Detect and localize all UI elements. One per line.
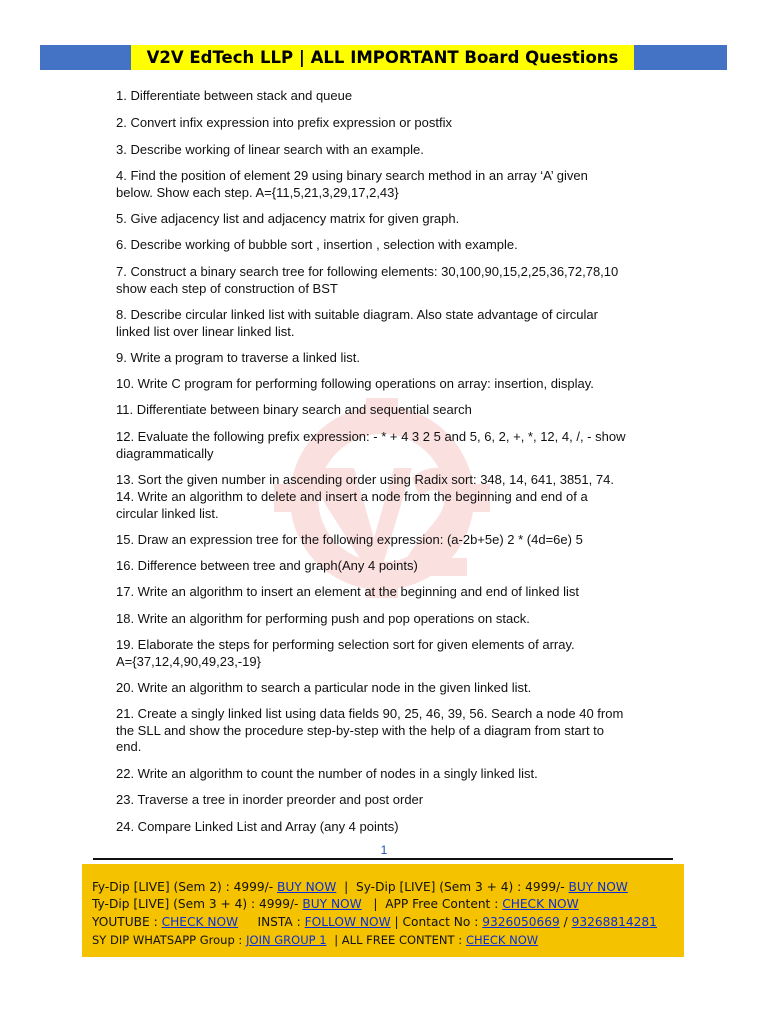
list-item: 3. Describe working of linear search with an example. [116,142,424,157]
footer-line-social [92,914,657,931]
list-item: 8. Describe circular linked list with suitable diagram. Also state advantage of circular linked list over linear linked list. [116,307,598,339]
insta-label: INSTA : [257,915,301,929]
list-item: 6. Describe working of bubble sort , insertion , selection with example. [116,237,518,252]
whatsapp-label: SY DIP WHATSAPP Group : [92,933,243,947]
list-item: 11. Differentiate between binary search and sequential search [116,402,472,417]
sy-dip-buy-link[interactable]: BUY NOW [568,880,628,894]
footer-line-whatsapp [92,932,538,949]
youtube-link[interactable]: CHECK NOW [161,915,239,929]
separator: | [344,880,349,894]
phone-link-2[interactable]: 93268814281 [571,915,657,929]
list-item: 23. Traverse a tree in inorder preorder and post order [116,792,424,807]
list-item: 18. Write an algorithm for performing push and pop operations on stack. [116,611,530,626]
list-item: 10. Write C program for performing following operations on array: insertion, display. [116,376,594,391]
list-item: 12. Evaluate the following prefix expression: - * + 4 3 2 5 and 5, 6, 2, +, *, 12, 4, /, - show diagrammatically [116,429,626,461]
list-item: 20. Write an algorithm to search a particular node in the given linked list. [116,680,532,695]
all-free-content-label: | ALL FREE CONTENT : [334,933,463,947]
list-item: 5. Give adjacency list and adjacency matrix for given graph. [116,211,460,226]
footer-divider [93,858,673,860]
list-item: 7. Construct a binary search tree for following elements: 30,100,90,15,2,25,36,72,78,10 show each step of construction of BST [116,264,619,296]
list-item: 24. Compare Linked List and Array (any 4 points) [116,819,399,834]
page-number: 1 [380,843,388,857]
insta-link[interactable]: FOLLOW NOW [304,915,391,929]
fy-dip-label: Fy-Dip [LIVE] (Sem 2) : 4999/- [92,880,274,894]
list-item: 21. Create a singly linked list using data fields 90, 25, 46, 39, 56. Search a node 40 from the SLL and show the procedure step-by-step with the help of a diagram from start to end. [116,706,624,754]
contact-label: | Contact No : [394,915,479,929]
page-title: V2V EdTech LLP | ALL IMPORTANT Board Questions [131,45,634,70]
list-item: 14. Write an algorithm to delete and insert a node from the beginning and end of a circular linked list. [116,489,588,521]
app-content-label: APP Free Content : [385,897,499,911]
ty-dip-buy-link[interactable]: BUY NOW [302,897,362,911]
whatsapp-join-link[interactable]: JOIN GROUP 1 [246,933,327,947]
phone-separator: / [563,915,568,929]
promo-footer [82,864,684,957]
list-item: 13. Sort the given number in ascending order using Radix sort: 348, 14, 641, 3851, 74. [116,472,614,487]
list-item: 16. Difference between tree and graph(Any 4 points) [116,558,418,573]
footer-line-ty-dip [92,896,579,913]
list-item: 9. Write a program to traverse a linked list. [116,350,360,365]
list-item: 22. Write an algorithm to count the number of nodes in a singly linked list. [116,766,538,781]
list-item: 1. Differentiate between stack and queue [116,88,353,103]
list-item: 19. Elaborate the steps for performing selection sort for given elements of array. A={37,12,4,90,49,23,-19} [116,637,575,669]
separator: | [373,897,378,911]
all-free-content-link[interactable]: CHECK NOW [465,933,539,947]
app-content-link[interactable]: CHECK NOW [502,897,579,911]
list-item: 4. Find the position of element 29 using binary search method in an array ‘A’ given below. Show each step. A={11,5,21,3,29,17,2,43} [116,168,588,200]
list-item: 2. Convert infix expression into prefix expression or postfix [116,115,452,130]
sy-dip-label: Sy-Dip [LIVE] (Sem 3 + 4) : 4999/- [355,880,565,894]
phone-link-1[interactable]: 9326050669 [482,915,560,929]
list-item: 17. Write an algorithm to insert an element at the beginning and end of linked list [116,584,579,599]
fy-dip-buy-link[interactable]: BUY NOW [276,880,337,894]
ty-dip-label: Ty-Dip [LIVE] (Sem 3 + 4) : 4999/- [92,897,299,911]
youtube-label: YOUTUBE : [92,915,158,929]
footer-line-courses [92,879,628,896]
list-item: 15. Draw an expression tree for the following expression: (a-2b+5e) 2 * (4d=6e) 5 [116,532,583,547]
